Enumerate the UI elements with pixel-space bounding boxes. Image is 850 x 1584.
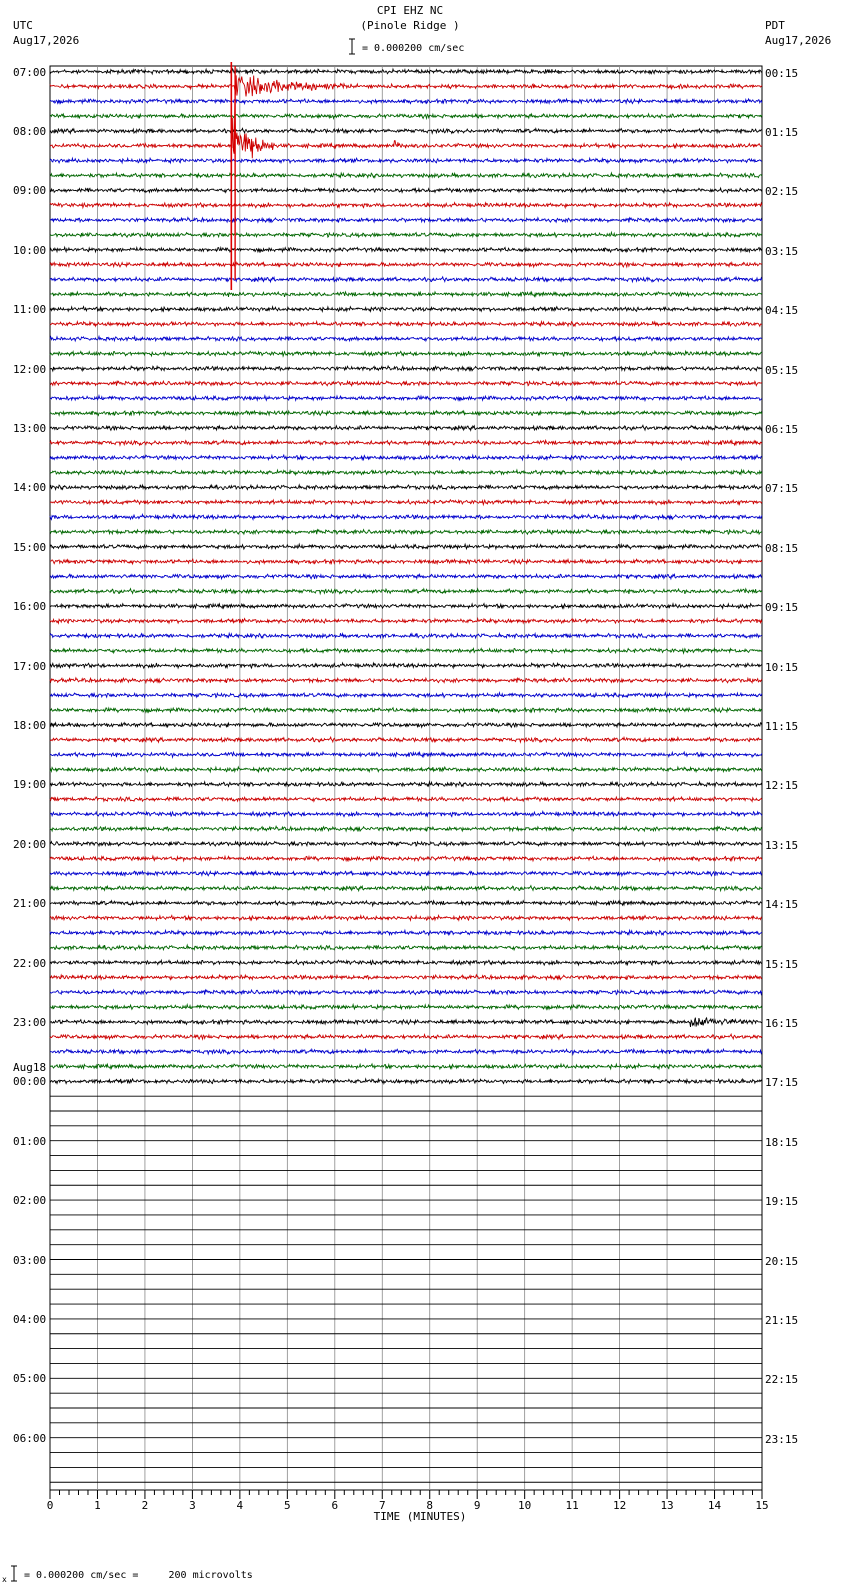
- pdt-hour-label: 00:15: [765, 66, 799, 80]
- x-tick-label: 1: [94, 1499, 101, 1512]
- scale-bar-icon: [348, 38, 356, 56]
- pdt-hour-label: 22:15: [765, 1373, 799, 1387]
- trace-row-44: [50, 723, 762, 728]
- trace-row-64: [50, 1018, 762, 1027]
- x-tick-label: 0: [46, 1499, 54, 1512]
- trace-row-43: [50, 708, 762, 713]
- trace-row-16: [50, 307, 762, 312]
- trace-row-24: [50, 425, 762, 430]
- trace-row-34: [50, 574, 762, 579]
- trace-row-60: [50, 960, 762, 965]
- x-tick-label: 13: [660, 1499, 674, 1512]
- utc-hour-label: 08:00: [13, 124, 47, 138]
- trace-row-62: [50, 990, 762, 995]
- utc-hour-label: 22:00: [13, 956, 47, 970]
- x-tick-label: 8: [426, 1499, 434, 1512]
- trace-row-41: [50, 678, 762, 683]
- utc-hour-label: 05:00: [13, 1372, 47, 1386]
- left-timezone: UTC: [13, 19, 33, 32]
- pdt-hour-label: 01:15: [765, 125, 799, 139]
- trace-row-35: [50, 589, 762, 594]
- pdt-hour-label: 19:15: [765, 1195, 799, 1209]
- trace-row-42: [50, 693, 762, 698]
- trace-row-21: [50, 381, 762, 386]
- utc-hour-label: 14:00: [13, 481, 47, 495]
- x-tick-label: 7: [378, 1499, 386, 1512]
- trace-row-3: [50, 114, 762, 119]
- trace-row-15: [50, 292, 762, 297]
- trace-row-22: [50, 396, 762, 401]
- trace-row-68: [50, 1079, 762, 1084]
- trace-row-37: [50, 619, 762, 624]
- pdt-hour-label: 02:15: [765, 185, 799, 199]
- utc-hour-label: 15:00: [13, 540, 47, 554]
- trace-row-31: [50, 530, 762, 535]
- x-axis-label: TIME (MINUTES): [373, 1510, 467, 1523]
- left-date: Aug17,2026: [13, 34, 80, 47]
- trace-row-54: [50, 871, 762, 876]
- trace-row-46: [50, 752, 762, 757]
- utc-hour-label: 11:00: [13, 303, 47, 317]
- trace-row-65: [50, 1034, 762, 1039]
- trace-row-26: [50, 455, 762, 460]
- footer-scale-bar-icon: [10, 1565, 18, 1583]
- utc-hour-label: 07:00: [13, 65, 47, 79]
- trace-row-67: [50, 1064, 762, 1069]
- station-title: CPI EHZ NC: [376, 4, 444, 17]
- pdt-hour-label: 21:15: [765, 1313, 799, 1327]
- trace-row-50: [50, 812, 762, 817]
- trace-row-13: [50, 262, 762, 267]
- trace-row-40: [50, 663, 762, 668]
- trace-row-7: [50, 173, 762, 178]
- utc-hour-label: 23:00: [13, 1015, 47, 1029]
- trace-row-48: [50, 782, 762, 787]
- trace-row-6: [50, 158, 762, 163]
- x-tick-label: 9: [473, 1499, 481, 1512]
- utc-hour-label: 17:00: [13, 659, 47, 673]
- date-change-label: Aug18: [13, 1061, 47, 1075]
- trace-row-17: [50, 321, 762, 326]
- trace-row-4: [50, 128, 762, 133]
- right-timezone: PDT: [765, 19, 785, 32]
- trace-row-9: [50, 203, 762, 208]
- x-tick-label: 3: [189, 1499, 196, 1512]
- trace-row-20: [50, 366, 762, 371]
- utc-hour-label: 01:00: [13, 1134, 47, 1148]
- x-tick-label: 4: [236, 1499, 244, 1512]
- trace-row-52: [50, 841, 762, 846]
- trace-row-14: [50, 277, 762, 282]
- trace-row-18: [50, 336, 762, 341]
- trace-row-58: [50, 930, 762, 935]
- utc-hour-label: 13:00: [13, 421, 47, 435]
- utc-hour-label: 09:00: [13, 184, 47, 198]
- trace-row-56: [50, 901, 762, 906]
- trace-row-11: [50, 232, 762, 237]
- utc-hour-label: 19:00: [13, 778, 47, 792]
- trace-row-47: [50, 767, 762, 772]
- pdt-hour-label: 03:15: [765, 244, 799, 258]
- utc-hour-label: 06:00: [13, 1431, 47, 1445]
- trace-row-1: [50, 75, 762, 96]
- pdt-hour-label: 07:15: [765, 482, 799, 496]
- utc-hour-label: 10:00: [13, 243, 47, 257]
- trace-row-66: [50, 1049, 762, 1054]
- pdt-hour-label: 13:15: [765, 838, 799, 852]
- trace-row-38: [50, 633, 762, 638]
- pdt-hour-label: 17:15: [765, 1076, 799, 1090]
- utc-hour-label: 04:00: [13, 1312, 47, 1326]
- trace-row-19: [50, 351, 762, 356]
- trace-row-36: [50, 604, 762, 609]
- pdt-hour-label: 15:15: [765, 957, 799, 971]
- utc-hour-label: 12:00: [13, 362, 47, 376]
- utc-hour-label: 21:00: [13, 897, 47, 911]
- pdt-hour-label: 06:15: [765, 422, 799, 436]
- x-tick-label: 14: [707, 1499, 722, 1512]
- pdt-hour-label: 04:15: [765, 304, 799, 318]
- pdt-hour-label: 11:15: [765, 719, 799, 733]
- x-tick-label: 12: [612, 1499, 627, 1512]
- trace-row-59: [50, 945, 762, 950]
- trace-row-28: [50, 485, 762, 490]
- trace-row-23: [50, 411, 762, 416]
- trace-row-55: [50, 886, 762, 891]
- utc-hour-label: 16:00: [13, 600, 47, 614]
- pdt-hour-label: 23:15: [765, 1432, 799, 1446]
- trace-row-61: [50, 975, 762, 980]
- utc-hour-label: 00:00: [13, 1075, 47, 1089]
- trace-row-8: [50, 188, 762, 193]
- trace-row-39: [50, 648, 762, 653]
- x-tick-label: 11: [565, 1499, 579, 1512]
- trace-row-30: [50, 515, 762, 520]
- pdt-hour-label: 09:15: [765, 601, 799, 615]
- trace-row-57: [50, 916, 762, 921]
- utc-hour-label: 03:00: [13, 1253, 47, 1267]
- x-tick-label: 5: [284, 1499, 291, 1512]
- x-tick-label: 10: [518, 1499, 532, 1512]
- trace-row-45: [50, 737, 762, 742]
- pdt-hour-label: 08:15: [765, 541, 799, 555]
- trace-row-27: [50, 470, 762, 475]
- trace-row-49: [50, 797, 762, 802]
- trace-row-33: [50, 559, 762, 564]
- trace-row-51: [50, 826, 762, 831]
- trace-row-29: [50, 500, 762, 505]
- trace-row-63: [50, 1005, 762, 1010]
- x-tick-label: 6: [331, 1499, 339, 1512]
- station-site: (Pinole Ridge ): [360, 19, 460, 32]
- utc-hour-label: 18:00: [13, 718, 47, 732]
- trace-row-0: [50, 69, 762, 74]
- trace-row-32: [50, 544, 762, 549]
- trace-row-10: [50, 218, 762, 223]
- trace-row-2: [50, 99, 762, 104]
- pdt-hour-label: 14:15: [765, 898, 799, 912]
- x-tick-label: 2: [141, 1499, 149, 1512]
- trace-row-12: [50, 247, 762, 252]
- pdt-hour-label: 20:15: [765, 1254, 799, 1268]
- footer-prefix: x: [2, 1575, 7, 1584]
- x-tick-label: 15: [755, 1499, 769, 1512]
- pdt-hour-label: 16:15: [765, 1016, 799, 1030]
- seismic-traces: [50, 62, 762, 1482]
- utc-hour-label: 20:00: [13, 837, 47, 851]
- utc-hour-label: 02:00: [13, 1194, 47, 1208]
- time-axis: [50, 1490, 762, 1499]
- right-date: Aug17,2026: [765, 34, 832, 47]
- pdt-hour-label: 12:15: [765, 779, 799, 793]
- pdt-hour-label: 10:15: [765, 660, 799, 674]
- footer-scale-label: = 0.000200 cm/sec = 200 microvolts: [24, 1570, 253, 1581]
- scale-label: = 0.000200 cm/sec: [362, 43, 465, 54]
- pdt-hour-label: 18:15: [765, 1135, 799, 1149]
- pdt-hour-label: 05:15: [765, 363, 799, 377]
- trace-row-25: [50, 440, 762, 445]
- trace-row-53: [50, 856, 762, 861]
